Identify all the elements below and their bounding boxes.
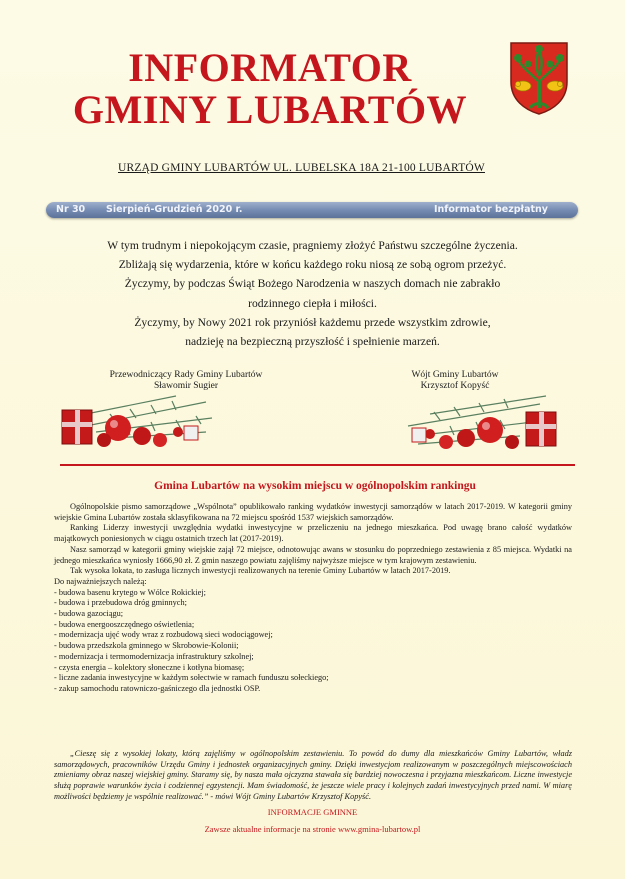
- signature-right-role: Wójt Gminy Lubartów: [411, 370, 499, 380]
- wish-line: rodzinnego ciepła i miłości.: [248, 296, 377, 310]
- signature-right: [370, 370, 540, 392]
- list-item: - czysta energia – kolektory słoneczne i kotłyna biomasę;: [54, 662, 245, 672]
- title-line-1: INFORMATOR: [128, 45, 412, 90]
- article-paragraph: Tak wysoka lokata, to zasługa licznych inwestycji realizowanych na terenie Gminy Lubartów w latach 2017-2019.: [70, 566, 451, 576]
- office-address: URZĄD GMINY LUBARTÓW UL. LUBELSKA 18A 21-100 LUBARTÓW: [118, 162, 485, 174]
- signature-left-name: Sławomir Sugier: [153, 381, 219, 391]
- wish-line: Zbliżają się wydarzenia, które w końcu każdego roku niosą ze sobą ogrom przeżyć.: [118, 258, 507, 272]
- holiday-wishes: [60, 236, 565, 351]
- wish-line: W tym trudnym i niepokojącym czasie, pragniemy złożyć Państwu szczególne życzenia.: [107, 239, 518, 252]
- issue-number: Nr 30: [56, 204, 86, 215]
- list-item: - liczne zadania inwestycyjne w każdym sołectwie w ramach funduszu sołeckiego;: [54, 673, 329, 683]
- signature-right-name: Krzysztof Kopyść: [420, 381, 490, 391]
- list-item: - budowa basenu krytego w Wólce Rokickiej;: [54, 587, 206, 597]
- list-item: - budowa gazociągu;: [54, 609, 124, 619]
- title-line-2: GMINY LUBARTÓW: [72, 87, 468, 132]
- issue-banner: [46, 202, 578, 218]
- article-body: [54, 502, 572, 695]
- mayor-quote: „Cieszę się z wysokiej lokaty, którą zajęliśmy w ogólnopolskim zestawieniu. To powód do dumy dla mieszkańców Gminy Lubartów, władz samorządowych, pracowników Urzędu Gminy i jednostek organizacyjnych gminy. Dzięki inwestycjom realizowanym w poszczególnych miejscowościach zmieniamy obraz naszej wiejskiej gminy. Staramy się, by nasza mała ojczyzna stawała się bardziej nowoczesna i przyjazna mieszkańcom. Liczne inwestycje służą poprawie warunków życia i codziennej egzystencji. Mam świadomość, że jeszcze wiele pracy i kolejnych zadań inwestycyjnych przed nami. W miarę możliwości będziemy je wspólnie realizować.” - mówi Wójt Gminy Lubartów Krzysztof Kopyść.: [54, 749, 572, 801]
- issue-period: Sierpień-Grudzień 2020 r.: [106, 204, 243, 215]
- article-paragraph: Ranking Liderzy inwestycji uwzględnia wydatki inwestycyjne w przeliczeniu na jednego mieszkańca. Pod uwagę brano całość wydatków majątkowych poniesionych w ciągu ostatnich trzech lat (2017-2019).: [54, 523, 572, 544]
- footer-title: INFORMACJE GMINNE: [267, 807, 358, 817]
- article-title: Gmina Lubartów na wysokim miejscu w ogólnopolskim rankingu: [154, 480, 476, 492]
- wish-line: Życzymy, by podczas Świąt Bożego Narodzenia w naszych domach nie zabrakło: [124, 277, 501, 291]
- wish-line: Życzymy, by Nowy 2021 rok przyniósł każdemu przede wszystkim zdrowie,: [134, 315, 491, 329]
- christmas-ornament-left-icon: [56, 388, 216, 456]
- wish-line: nadzieję na bezpieczną przyszłość i spełnienie marzeń.: [185, 335, 440, 349]
- christmas-ornament-right-icon: [400, 390, 560, 458]
- list-item: - modernizacja ujęć wody wraz z rozbudową sieci wodociągowej;: [54, 630, 273, 640]
- list-item: - budowa i przebudowa dróg gminnych;: [54, 598, 187, 608]
- list-intro: Do najważniejszych należą:: [54, 576, 147, 586]
- article-paragraph: Nasz samorząd w kategorii gminy wiejskie zajął 72 miejsce, odnotowując awans w stosunku do poprzedniego zestawienia z 85 miejsca. Wydatki na jednego mieszkańca wyniosły 1666,90 zł. Z gmin naszego powiatu zajęliśmy najwyższe miejsce w tym krajowym zestawieniu.: [54, 544, 572, 565]
- list-item: - modernizacja i termomodernizacja infrastruktury szkolnej;: [54, 651, 254, 661]
- coat-of-arms-icon: [508, 40, 570, 116]
- article-paragraph: Ogólnopolskie pismo samorządowe „Wspólnota” opublikowało ranking wydatków inwestycji samorządów w latach 2017-2019. W kategorii gminy wiejskie Gmina Lubartów została sklasyfikowana na 72 miejscu spośród 1537 wiejskich samorządów.: [54, 502, 572, 522]
- footer-website-note: Zawsze aktualne informacje na stronie www.gmina-lubartow.pl: [204, 824, 421, 834]
- list-item: - budowa energooszczędnego oświetlenia;: [54, 619, 195, 629]
- list-item: - zakup samochodu ratowniczo-gaśniczego dla jednostki OSP.: [54, 683, 261, 693]
- list-item: - budowa przedszkola gminnego w Skrobowie-Kolonii;: [54, 641, 239, 651]
- section-divider: [60, 464, 575, 466]
- signature-left-role: Przewodniczący Rady Gminy Lubartów: [109, 370, 263, 380]
- free-note: Informator bezpłatny: [433, 204, 548, 215]
